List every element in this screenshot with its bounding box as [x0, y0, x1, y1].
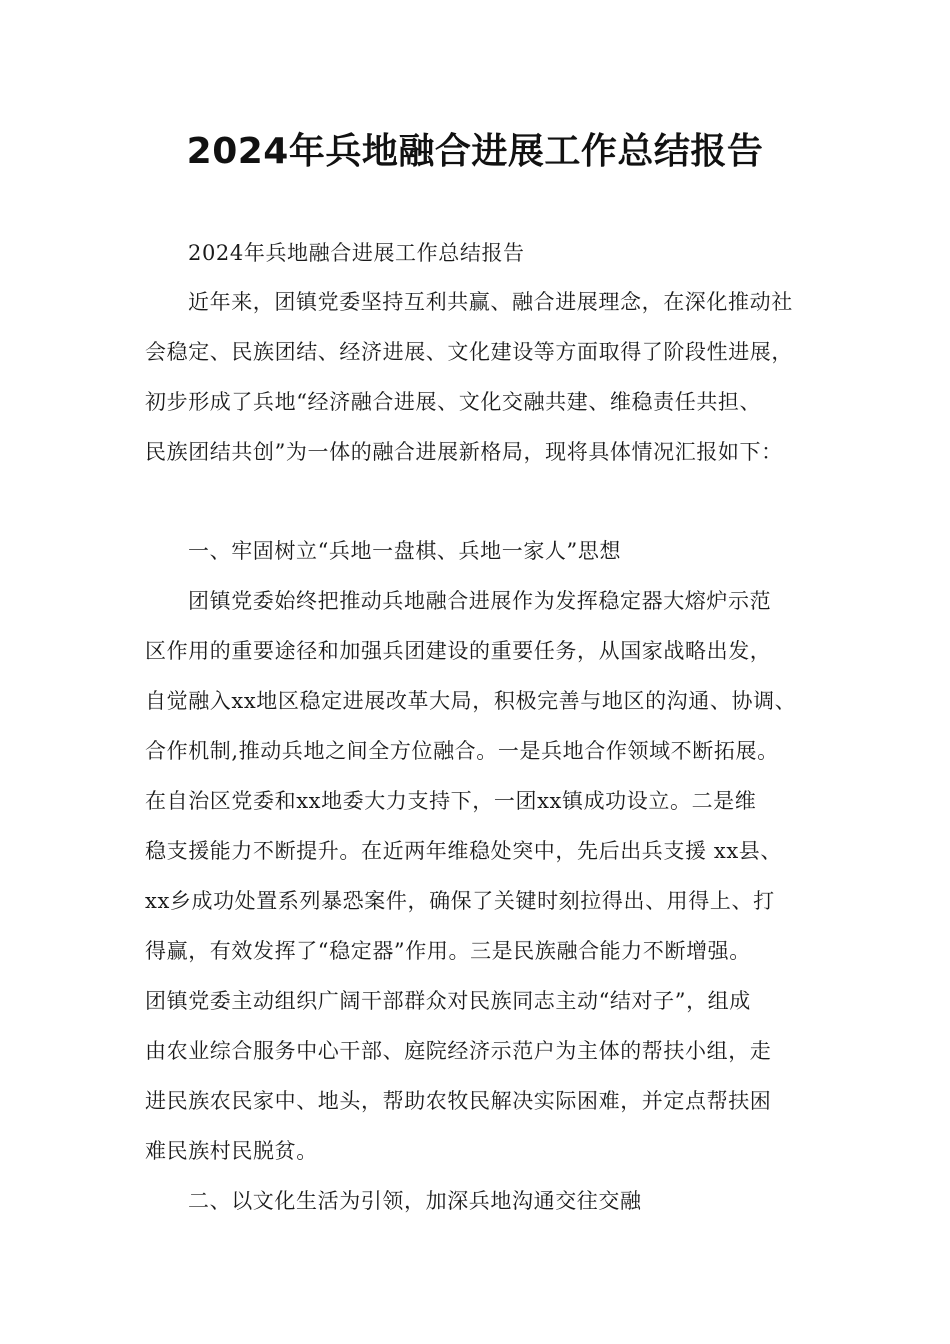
- section-heading: 二、以文化生活为引领，加深兵地沟通交往交融: [188, 1189, 642, 1213]
- body-line: 民族团结共创”为一体的融合进展新格局，现将具体情况汇报如下：: [145, 440, 783, 464]
- body-line: 进民族农民家中、地头，帮助农牧民解决实际困难，并定点帮扶困: [145, 1089, 772, 1113]
- section-heading: 一、牢固树立“兵地一盘棋、兵地一家人”思想: [188, 539, 622, 563]
- body-line: 难民族村民脱贫。: [145, 1139, 318, 1163]
- body-line: 团镇党委始终把推动兵地融合进展作为发挥稳定器大熔炉示范: [188, 589, 772, 613]
- body-line: 近年来，团镇党委坚持互利共赢、融合进展理念，在深化推动社: [188, 290, 793, 314]
- body-line: 由农业综合服务中心干部、庭院经济示范户为主体的帮扶小组，走: [145, 1039, 772, 1063]
- body-line: 会稳定、民族团结、经济进展、文化建设等方面取得了阶段性进展，: [145, 340, 793, 364]
- body-line: 区作用的重要途径和加强兵团建设的重要任务，从国家战略出发，: [145, 639, 772, 663]
- body-line: xx乡成功处置系列暴恐案件，确保了关键时刻拉得出、用得上、打: [145, 889, 775, 913]
- body-line: 在自治区党委和xx地委大力支持下，一团xx镇成功设立。二是维: [145, 789, 757, 813]
- body-line: 初步形成了兵地“经济融合进展、文化交融共建、维稳责任共担、: [145, 390, 762, 414]
- subtitle-line: 2024年兵地融合进展工作总结报告: [188, 241, 525, 265]
- body-line: 团镇党委主动组织广阔干部群众对民族同志主动“结对子”，组成: [145, 989, 751, 1013]
- body-line: 稳支援能力不断提升。在近两年维稳处突中，先后出兵支援 xx县、: [145, 839, 782, 863]
- document-title: 2024年兵地融合进展工作总结报告: [186, 131, 764, 172]
- body-line: 得赢，有效发挥了“稳定器”作用。三是民族融合能力不断增强。: [145, 939, 751, 963]
- body-line: 合作机制,推动兵地之间全方位融合。一是兵地合作领域不断拓展。: [145, 739, 779, 763]
- body-line: 自觉融入xx地区稳定进展改革大局，积极完善与地区的沟通、协调、: [145, 689, 797, 713]
